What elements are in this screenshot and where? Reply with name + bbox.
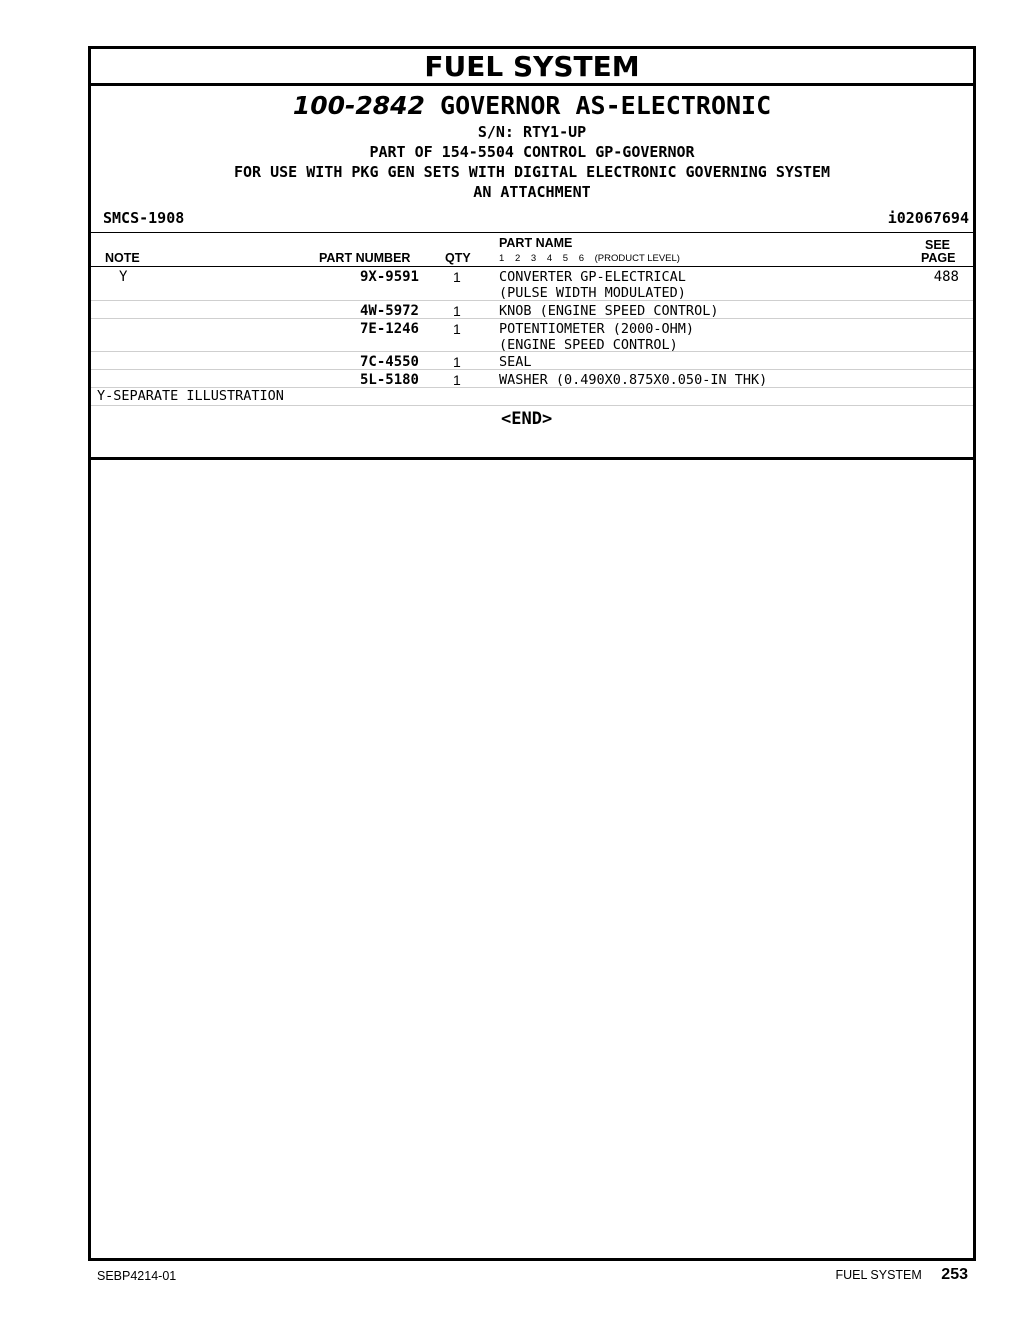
usage-line: FOR USE WITH PKG GEN SETS WITH DIGITAL ELECTRONIC GOVERNING SYSTEM xyxy=(233,163,831,181)
col-see: SEE xyxy=(925,238,951,252)
row-part-name-line1: CONVERTER GP-ELECTRICAL xyxy=(499,269,686,285)
col-page: PAGE xyxy=(921,251,956,265)
end-marker: <END> xyxy=(501,409,553,429)
page-footer xyxy=(835,1266,968,1284)
row-qty: 1 xyxy=(453,321,461,337)
row-rule xyxy=(91,405,973,406)
level-4: 4 xyxy=(546,253,553,264)
row-part-name xyxy=(499,269,686,301)
illustration-divider xyxy=(91,457,973,460)
column-header-rule xyxy=(91,266,973,267)
col-part-name: PART NAME xyxy=(499,236,573,250)
header-rule xyxy=(91,232,973,233)
row-rule xyxy=(91,318,973,319)
row-rule xyxy=(91,369,973,370)
row-part-name: WASHER (0.490X0.875X0.050-IN THK) xyxy=(499,372,768,388)
row-part-number: 5L-5180 xyxy=(359,372,419,388)
row-part-number: 4W-5972 xyxy=(359,303,419,319)
part-heading xyxy=(91,91,973,121)
smcs-code: SMCS-1908 xyxy=(103,209,185,227)
heading-part-number: 100-2842 xyxy=(292,91,425,120)
part-of-line: PART OF 154-5504 CONTROL GP-GOVERNOR xyxy=(369,143,695,161)
level-5: 5 xyxy=(562,253,569,264)
row-part-name-line2: (PULSE WIDTH MODULATED) xyxy=(499,285,686,301)
illustration-id: i02067694 xyxy=(887,209,969,227)
heading-part-title: GOVERNOR AS-ELECTRONIC xyxy=(440,91,772,120)
product-levels xyxy=(499,253,688,264)
level-6: 6 xyxy=(578,253,584,264)
row-part-name-line1: POTENTIOMETER (2000-OHM) xyxy=(499,321,695,337)
level-3: 3 xyxy=(530,253,537,264)
row-qty: 1 xyxy=(453,269,461,285)
document-id: SEBP4214-01 xyxy=(97,1269,177,1283)
col-note: NOTE xyxy=(105,251,140,265)
col-part-number: PART NUMBER xyxy=(319,251,411,265)
footer-section: FUEL SYSTEM xyxy=(835,1268,922,1282)
attachment-line: AN ATTACHMENT xyxy=(473,183,591,201)
footnote: Y-SEPARATE ILLUSTRATION xyxy=(97,388,284,404)
row-part-number: 7C-4550 xyxy=(359,354,419,370)
page-frame xyxy=(88,46,976,1261)
row-see-page: 488 xyxy=(933,269,959,285)
section-title: FUEL SYSTEM xyxy=(91,49,973,86)
product-level-label: (PRODUCT LEVEL) xyxy=(594,253,680,264)
level-1: 1 xyxy=(499,253,505,264)
row-part-name xyxy=(499,321,694,353)
row-qty: 1 xyxy=(453,303,461,319)
row-part-name: KNOB (ENGINE SPEED CONTROL) xyxy=(499,303,719,319)
row-rule xyxy=(91,300,973,301)
row-qty: 1 xyxy=(453,354,461,370)
row-part-name-line2: (ENGINE SPEED CONTROL) xyxy=(499,337,678,353)
page-number: 253 xyxy=(941,1266,968,1283)
serial-number: S/N: RTY1-UP xyxy=(477,123,587,141)
row-rule xyxy=(91,351,973,352)
level-2: 2 xyxy=(514,253,521,264)
row-note: Y xyxy=(119,269,128,285)
row-part-number: 9X-9591 xyxy=(359,269,419,285)
col-qty: QTY xyxy=(445,251,471,265)
row-part-name: SEAL xyxy=(499,354,532,370)
row-part-number: 7E-1246 xyxy=(359,321,419,337)
row-qty: 1 xyxy=(453,372,461,388)
